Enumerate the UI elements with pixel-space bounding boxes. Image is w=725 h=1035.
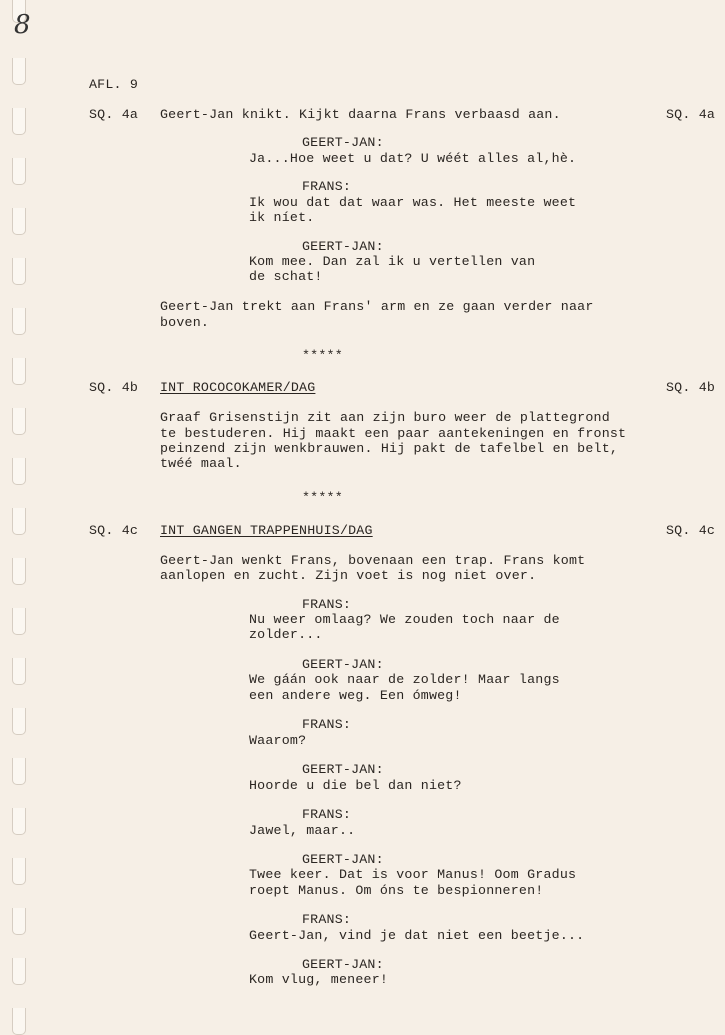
- dialogue-line: Twee keer. Dat is voor Manus! Oom Gradus: [249, 867, 577, 882]
- speaker: GEERT-JAN:: [302, 957, 384, 972]
- binding-hole: [12, 408, 26, 435]
- dialogue-line: Kom vlug, meneer!: [249, 972, 389, 987]
- scene-separator: *****: [302, 490, 343, 505]
- binding-hole: [12, 808, 26, 835]
- sq-4a-action: Geert-Jan knikt. Kijkt daarna Frans verbaasd aan.: [160, 107, 561, 122]
- binding-hole: [12, 658, 26, 685]
- speaker: GEERT-JAN:: [302, 852, 384, 867]
- dialogue-line: Waarom?: [249, 733, 307, 748]
- speaker: GEERT-JAN:: [302, 135, 384, 150]
- binding-hole: [12, 608, 26, 635]
- dialogue-line: zolder...: [249, 627, 323, 642]
- dialogue-line: een andere weg. Een ómweg!: [249, 688, 462, 703]
- episode-label: AFL. 9: [89, 77, 139, 92]
- binding-hole: [12, 558, 26, 585]
- binding-hole: [12, 258, 26, 285]
- binding-hole: [12, 508, 26, 535]
- sq-4b-label-left: SQ. 4b: [89, 380, 139, 395]
- dialogue-line: Nu weer omlaag? We zouden toch naar de: [249, 612, 560, 627]
- action-line: Geert-Jan trekt aan Frans' arm en ze gaan verder naar: [160, 299, 594, 314]
- speaker: FRANS:: [302, 597, 352, 612]
- binding-hole: [12, 358, 26, 385]
- speaker: FRANS:: [302, 717, 352, 732]
- dialogue-line: Jawel, maar..: [249, 823, 356, 838]
- sq-4a-label-right: SQ. 4a: [666, 107, 716, 122]
- binding-hole: [12, 458, 26, 485]
- binding-hole: [12, 158, 26, 185]
- sq-4b-label-right: SQ. 4b: [666, 380, 716, 395]
- binding-holes: [8, 0, 30, 1024]
- sq-4c-label-right: SQ. 4c: [666, 523, 716, 538]
- binding-hole: [12, 758, 26, 785]
- binding-hole: [12, 58, 26, 85]
- speaker: GEERT-JAN:: [302, 239, 384, 254]
- action-line: twéé maal.: [160, 456, 242, 471]
- binding-hole: [12, 708, 26, 735]
- action-line: aanlopen en zucht. Zijn voet is nog niet over.: [160, 568, 537, 583]
- binding-hole: [12, 108, 26, 135]
- dialogue-line: Ik wou dat dat waar was. Het meeste weet: [249, 195, 577, 210]
- sq-4a-label-left: SQ. 4a: [89, 107, 139, 122]
- dialogue-line: Kom mee. Dan zal ik u vertellen van: [249, 254, 536, 269]
- speaker: GEERT-JAN:: [302, 762, 384, 777]
- speaker: FRANS:: [302, 807, 352, 822]
- speaker: FRANS:: [302, 912, 352, 927]
- binding-hole: [12, 208, 26, 235]
- dialogue-line: roept Manus. Om óns te bespionneren!: [249, 883, 544, 898]
- sq-4c-heading: INT GANGEN TRAPPENHUIS/DAG: [160, 523, 373, 538]
- scene-separator: *****: [302, 348, 343, 363]
- action-line: Graaf Grisenstijn zit aan zijn buro weer de plattegrond: [160, 410, 610, 425]
- sq-4c-label-left: SQ. 4c: [89, 523, 139, 538]
- dialogue-line: We gáán ook naar de zolder! Maar langs: [249, 672, 560, 687]
- speaker: GEERT-JAN:: [302, 657, 384, 672]
- dialogue-line: Geert-Jan, vind je dat niet een beetje...: [249, 928, 585, 943]
- speaker: FRANS:: [302, 179, 352, 194]
- binding-hole: [12, 308, 26, 335]
- handwritten-page-number: 8: [14, 10, 31, 40]
- dialogue-line: ik níet.: [249, 210, 315, 225]
- dialogue-line: de schat!: [249, 269, 323, 284]
- sq-4b-heading: INT ROCOCOKAMER/DAG: [160, 380, 316, 395]
- dialogue-line: Ja...Hoe weet u dat? U wéét alles al,hè.: [249, 151, 577, 166]
- binding-hole: [12, 858, 26, 885]
- binding-hole: [12, 958, 26, 985]
- binding-hole: [12, 1008, 26, 1035]
- action-line: te bestuderen. Hij maakt een paar aantekeningen en fronst: [160, 426, 627, 441]
- action-line: peinzend zijn wenkbrauwen. Hij pakt de tafelbel en belt,: [160, 441, 619, 456]
- action-line: Geert-Jan wenkt Frans, bovenaan een trap. Frans komt: [160, 553, 586, 568]
- dialogue-line: Hoorde u die bel dan niet?: [249, 778, 462, 793]
- binding-hole: [12, 908, 26, 935]
- action-line: boven.: [160, 315, 210, 330]
